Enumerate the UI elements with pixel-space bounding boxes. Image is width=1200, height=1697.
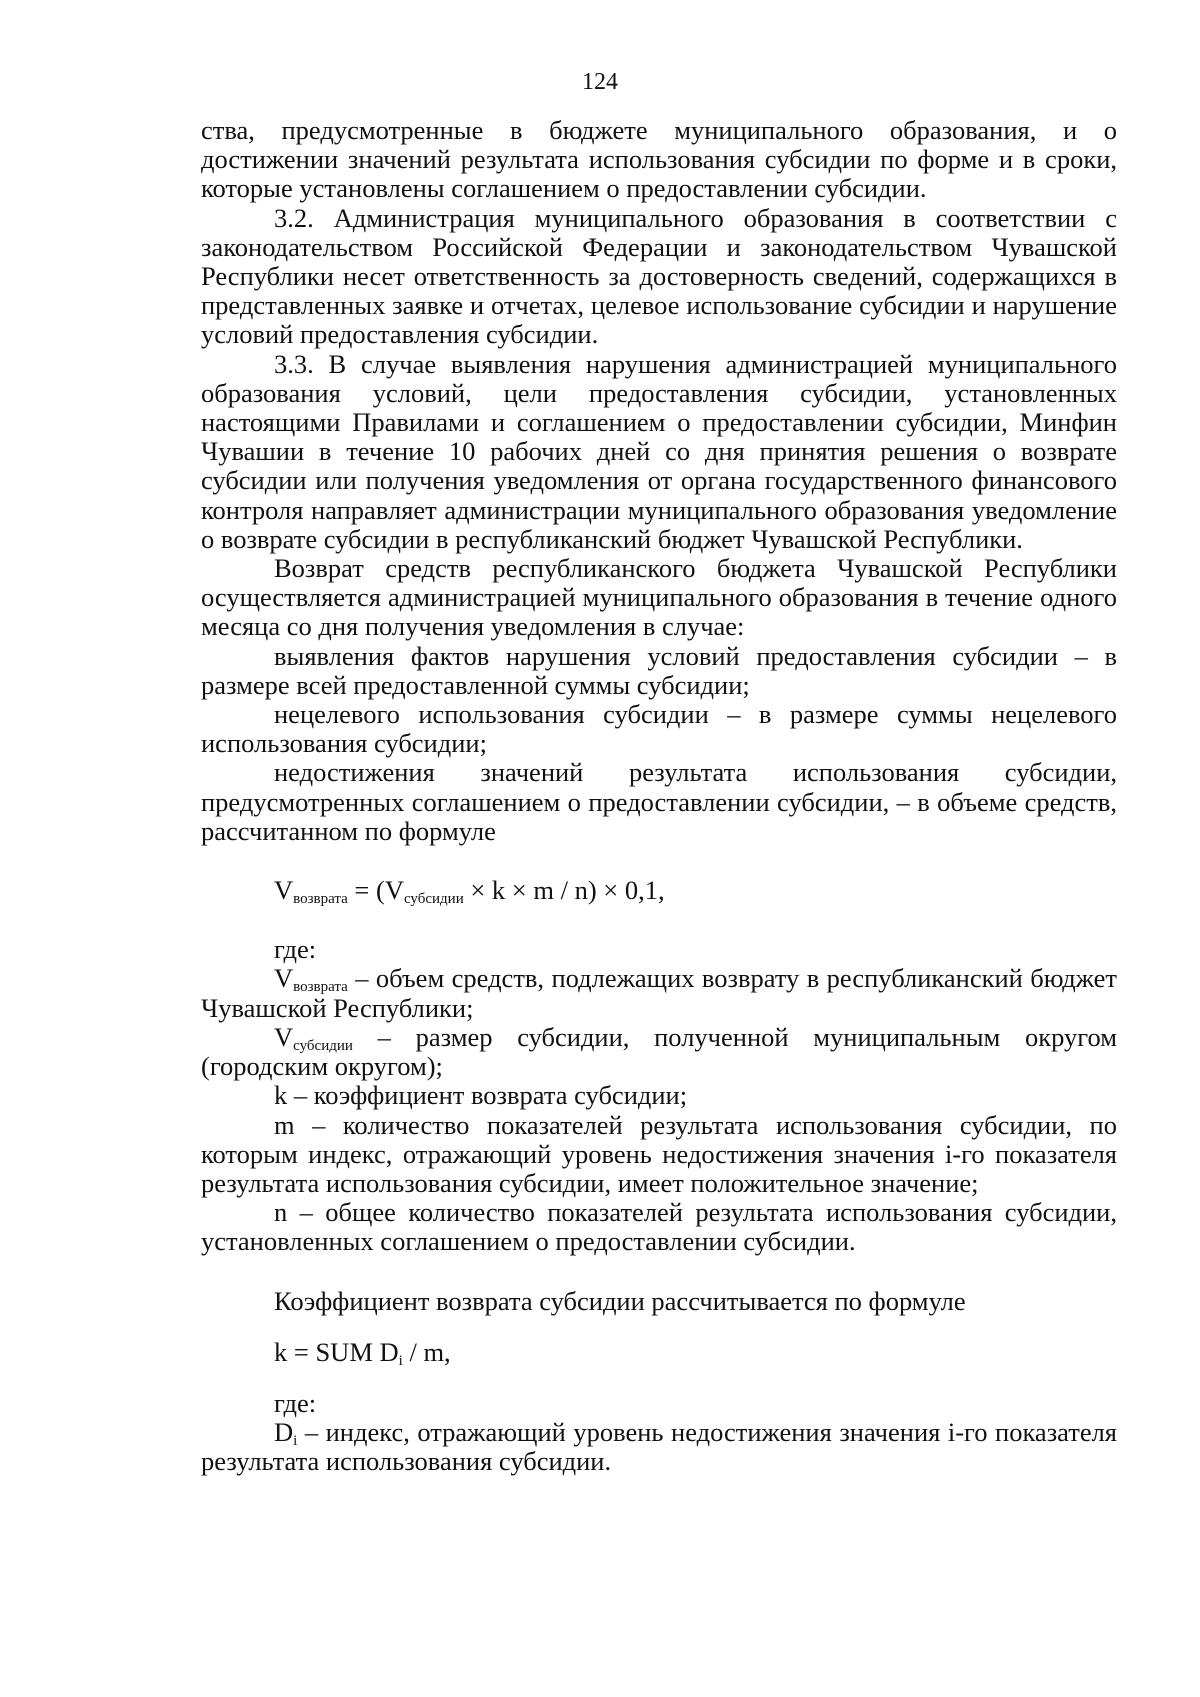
- definition-text: – объем средств, подлежащих возврату в республиканский бюджет Чувашской Республики;: [201, 963, 1117, 1023]
- paragraph-return-funds: Возврат средств республиканского бюджета Чувашской Республики осуществляется администрацией муниципального образования в течение одного месяца со дня получения уведомления в случае:: [201, 553, 1117, 642]
- spacer: [201, 905, 1117, 935]
- definition-symbol: V: [274, 963, 294, 994]
- definition-subscript: субсидии: [293, 1037, 353, 1054]
- paragraph-3-3: 3.3. В случае выявления нарушения администрацией муниципального образования условий, цели предоставления субсидии, установленных настоящими Правилами и соглашением о предоставлении субсидии, Минфин Чувашии в течение 10 рабочих дней со дня принятия решения о возврате субсидии или получения уведомления от органа государственного финансового контроля направляет администрации муниципального образования уведомление о возврате субсидии в республиканский бюджет Чувашской Республики.: [201, 348, 1117, 554]
- definition-subscript: возврата: [293, 979, 348, 996]
- definition-symbol: V: [274, 1021, 294, 1052]
- formula-part: = (V: [347, 875, 404, 906]
- formula-return-volume: [201, 875, 1117, 908]
- definition-text: – индекс, отражающий уровень недостижения значения i-го показателя результата использования субсидии.: [201, 1417, 1117, 1477]
- spacer: [201, 846, 1117, 876]
- definition-m: m – количество показателей результата использования субсидии, по которым индекс, отражающий уровень недостижения значения i-го показателя результата использования субсидии, имеет положительное значение;: [201, 1109, 1117, 1198]
- definition-subscript: i: [293, 1433, 298, 1450]
- formula-symbol: V: [274, 875, 294, 906]
- definition-di: [201, 1418, 1117, 1476]
- formula-coefficient: [201, 1338, 1117, 1367]
- spacer: [201, 1367, 1117, 1389]
- definition-n: n – общее количество показателей результата использования субсидии, установленных соглашением о предоставлении субсидии.: [201, 1197, 1117, 1257]
- spacer: [201, 1316, 1117, 1338]
- document-body: [201, 116, 1117, 1477]
- paragraph-3-2: 3.2. Администрация муниципального образования в соответствии с законодательством Российской Федерации и законодательством Чувашской Республики несет ответственность за достоверность сведений, содержащихся в представленных заявке и отчетах, целевое использование субсидии и нарушение условий предоставления субсидии.: [201, 202, 1117, 350]
- formula-part: × k × m / n) × 0,1,: [463, 875, 665, 906]
- definition-text: – размер субсидии, полученной муниципальным округом (городским округом);: [201, 1021, 1117, 1082]
- spacer: [201, 1257, 1117, 1287]
- list-item-misuse: нецелевого использования субсидии – в размере суммы нецелевого использования субсидии;: [201, 699, 1117, 759]
- definition-symbol: D: [274, 1417, 294, 1448]
- page-number: 124: [582, 69, 618, 95]
- definition-v-return: [201, 964, 1117, 1022]
- paragraph-continuation: ства, предусмотренные в бюджете муниципального образования, и о достижении значений результата использования субсидии по форме и в сроки, которые установлены соглашением о предоставлении субсидии.: [201, 115, 1117, 204]
- formula-part: / m,: [402, 1336, 451, 1367]
- formula-subscript: возврата: [293, 891, 348, 908]
- list-item-violation: выявления фактов нарушения условий предоставления субсидии – в размере всей предоставленной суммы субсидии;: [201, 640, 1117, 700]
- formula-subscript: i: [398, 1352, 403, 1369]
- definition-v-subsidy: [201, 1023, 1117, 1081]
- where-label: где:: [274, 1387, 317, 1418]
- definition-k: k – коэффициент возврата субсидии;: [274, 1080, 688, 1111]
- list-item-non-achievement: недостижения значений результата использования субсидии, предусмотренных соглашением о предоставлении субсидии, – в объеме средств, рассчитанном по формуле: [201, 757, 1117, 846]
- coefficient-intro: Коэффициент возврата субсидии рассчитывается по формуле: [274, 1285, 966, 1316]
- where-label: где:: [274, 934, 317, 965]
- formula-subscript: субсидии: [403, 891, 464, 908]
- formula-part: k = SUM D: [274, 1336, 399, 1367]
